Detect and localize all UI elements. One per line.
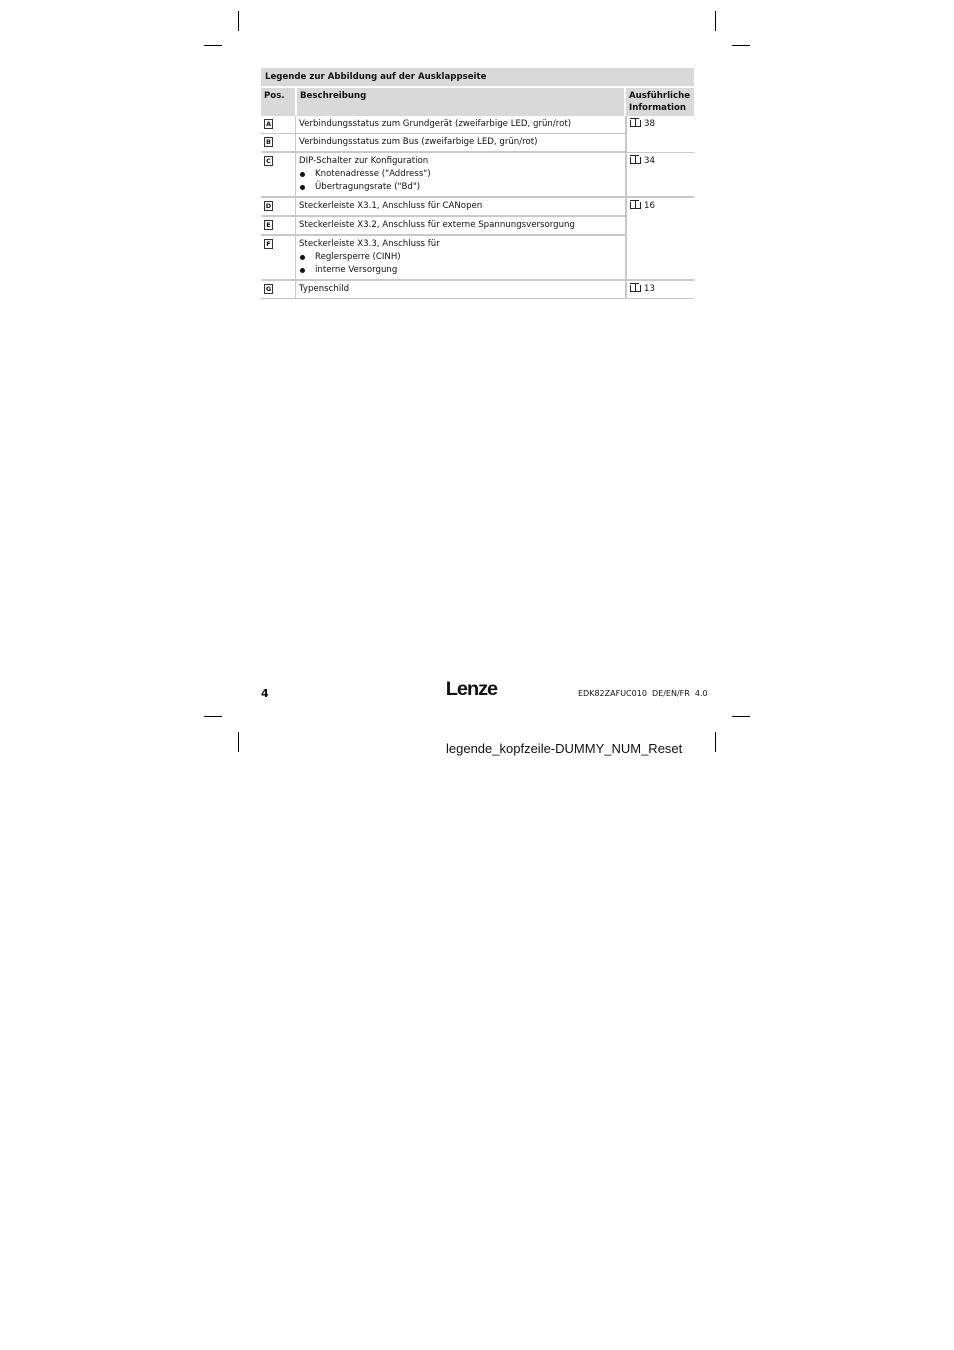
pos-label: A: [265, 120, 272, 128]
table-header-row: [261, 88, 694, 116]
pos-cell: [261, 197, 295, 216]
pos-label: F: [264, 239, 273, 249]
info-cell: [626, 116, 694, 152]
page-number: 4: [261, 687, 269, 700]
document-reference: EDK82ZAFUC010 DE/EN/FR 4.0: [578, 689, 708, 698]
header-info: Ausführliche Information: [626, 88, 694, 116]
page-ref: 16: [644, 201, 655, 211]
table-row: [261, 116, 694, 134]
pos-label: G: [265, 285, 272, 293]
bullet-list: [299, 251, 622, 277]
description-cell: Typenschild: [295, 280, 626, 299]
crop-mark: [238, 11, 239, 31]
header-description: Beschreibung: [295, 88, 626, 116]
bullet-item: Knotenadresse ("Address"): [299, 168, 622, 181]
page-ref: 38: [644, 119, 655, 129]
bullet-list: [299, 168, 622, 194]
reset-label: legende_kopfzeile-DUMMY_NUM_Reset: [446, 741, 683, 756]
table-row: [261, 197, 694, 216]
page-ref: 34: [644, 156, 655, 166]
description-text: DIP-Schalter zur Konfiguration: [299, 156, 429, 166]
book-icon: [630, 285, 641, 292]
bullet-item: Reglersperre (CINH): [299, 251, 622, 264]
description-text: Steckerleiste X3.3, Anschluss für: [299, 239, 440, 249]
pos-cell: [261, 116, 295, 134]
table-row: [261, 152, 694, 197]
description-cell: Steckerleiste X3.1, Anschluss für CANopen: [295, 197, 626, 216]
description-cell: [295, 152, 626, 197]
pos-label: D: [265, 202, 272, 210]
legend-table: [261, 88, 694, 299]
legend-title: Legende zur Abbildung auf der Ausklappseite: [261, 68, 694, 86]
pos-label: E: [264, 220, 273, 230]
crop-mark: [715, 732, 716, 752]
crop-mark: [204, 716, 222, 717]
crop-mark: [204, 45, 222, 46]
pos-cell: [261, 134, 295, 152]
info-cell: [626, 280, 694, 299]
pos-label: B: [264, 137, 273, 147]
crop-mark: [732, 45, 750, 46]
header-pos: Pos.: [261, 88, 295, 116]
page-ref: 13: [644, 284, 655, 294]
info-cell: [626, 197, 694, 280]
legend-table-section: [261, 68, 694, 299]
description-cell: [295, 235, 626, 280]
info-cell: [626, 152, 694, 197]
pos-cell: [261, 235, 295, 280]
book-icon: [630, 202, 641, 209]
crop-mark: [732, 716, 750, 717]
pos-label: C: [264, 156, 273, 166]
book-icon: [630, 120, 641, 127]
crop-mark: [715, 11, 716, 31]
crop-mark: [238, 732, 239, 752]
pos-cell: [261, 152, 295, 197]
description-cell: Verbindungsstatus zum Bus (zweifarbige LED, grün/rot): [295, 134, 626, 152]
description-cell: Verbindungsstatus zum Grundgerät (zweifarbige LED, grün/rot): [295, 116, 626, 134]
description-cell: Steckerleiste X3.2, Anschluss für externe Spannungsversorgung: [295, 216, 626, 235]
bullet-item: interne Versorgung: [299, 264, 622, 277]
bullet-item: Übertragungsrate ("Bd"): [299, 181, 622, 194]
pos-cell: [261, 280, 295, 299]
pos-cell: [261, 216, 295, 235]
book-icon: [630, 157, 641, 164]
lenze-logo: Lenze: [445, 679, 498, 700]
table-row: [261, 280, 694, 299]
